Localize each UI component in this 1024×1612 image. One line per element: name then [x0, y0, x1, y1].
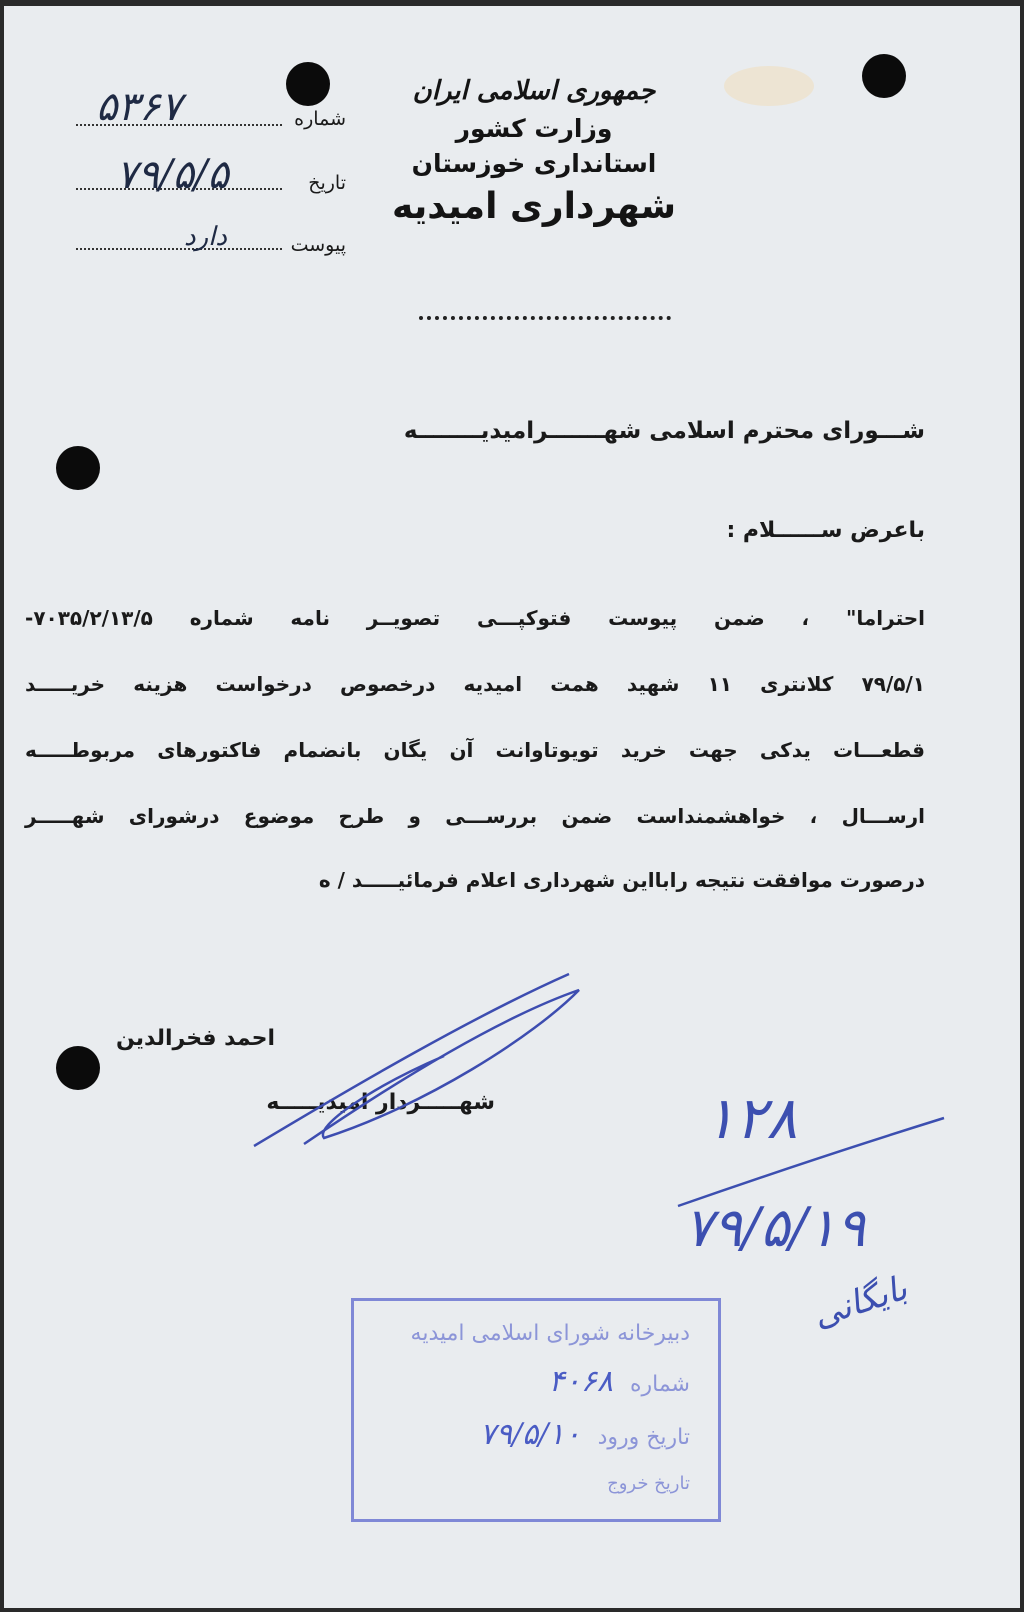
paragraph-line: احتراما" ، ضمن پیوست فتوکپـــی تصویــر نامه شماره ۷۰۳۵/۲/۱۳/۵- — [25, 606, 925, 630]
letterhead-divider — [419, 316, 671, 320]
handwritten-date: ۷۹/۵/۱۹ — [684, 1196, 866, 1259]
attachment-line — [76, 248, 282, 250]
paragraph-line: ارســـال ، خواهشمنداست ضمن بررســـی و طرح موضوع درشورای شهـــــر — [25, 804, 925, 828]
stamp-exit-date-label: تاریخ خروج — [607, 1473, 690, 1494]
paragraph-line: درصورت موافقت نتیجه رابااین شهرداری اعلام فرمائیـــــد / ه — [318, 868, 925, 892]
attachment-label: پیوست — [290, 234, 346, 256]
punch-hole-lower-left — [56, 1046, 100, 1090]
date-label: تاریخ — [308, 172, 346, 194]
paper-stain — [724, 66, 814, 106]
stamp-exit-date-row — [354, 1470, 690, 1495]
paragraph-line: قطعـــات یدکی جهت خرید تویوتاوانت آن یگان بانضمام فاکتورهای مربوطـــــه — [25, 738, 925, 762]
signatory-title: شهـــــردار امیدیـــــه — [266, 1090, 495, 1115]
letterhead-governorate: استانداری خوزستان — [411, 149, 657, 178]
paragraph-line: ۷۹/۵/۱ کلانتری ۱۱ شهید همت امیدیه درخصوص درخواست هزینه خریـــــد — [25, 672, 925, 696]
stamp-number-row — [354, 1364, 690, 1399]
addressee: شـــورای محترم اسلامی شهـــــــرامیدیــــــــه — [403, 418, 925, 444]
letterhead-republic: جمهوری اسلامی ایران — [412, 76, 656, 106]
signature-scribble — [234, 966, 594, 1156]
punch-hole-middle-left — [56, 446, 100, 490]
secretariat-stamp — [351, 1298, 721, 1522]
letterhead-ministry: وزارت کشور — [455, 114, 613, 143]
signatory-name: احمد فخرالدین — [115, 1026, 275, 1051]
handwritten-number: ۱۲۸ — [704, 1084, 798, 1152]
letterhead-municipality: شهرداری امیدیه — [391, 186, 677, 227]
attachment-value: دارد — [184, 222, 227, 252]
number-field — [76, 84, 346, 138]
stamp-title: دبیرخانه شورای اسلامی امیدیه — [410, 1321, 690, 1346]
number-label: شماره — [294, 108, 346, 130]
punch-hole-top-right — [862, 54, 906, 98]
stamp-entry-date-row — [354, 1417, 690, 1452]
date-value: ۷۹/۵/۵ — [116, 152, 229, 198]
handwritten-archive-note: بایگانی — [808, 1268, 913, 1336]
letterhead — [364, 76, 704, 227]
letter-page — [4, 6, 1020, 1608]
stamp-number-value: ۴۰۶۸ — [548, 1364, 613, 1399]
greeting: باعرض ســــــلام : — [726, 518, 925, 543]
stamp-entry-date-value: ۷۹/۵/۱۰ — [479, 1417, 581, 1452]
stamp-number-label: شماره — [629, 1372, 690, 1397]
stamp-entry-date-label: تاریخ ورود — [597, 1425, 690, 1450]
attachment-field — [76, 222, 346, 270]
date-field — [76, 152, 346, 206]
number-value: ۵۳۶۷ — [96, 84, 182, 130]
